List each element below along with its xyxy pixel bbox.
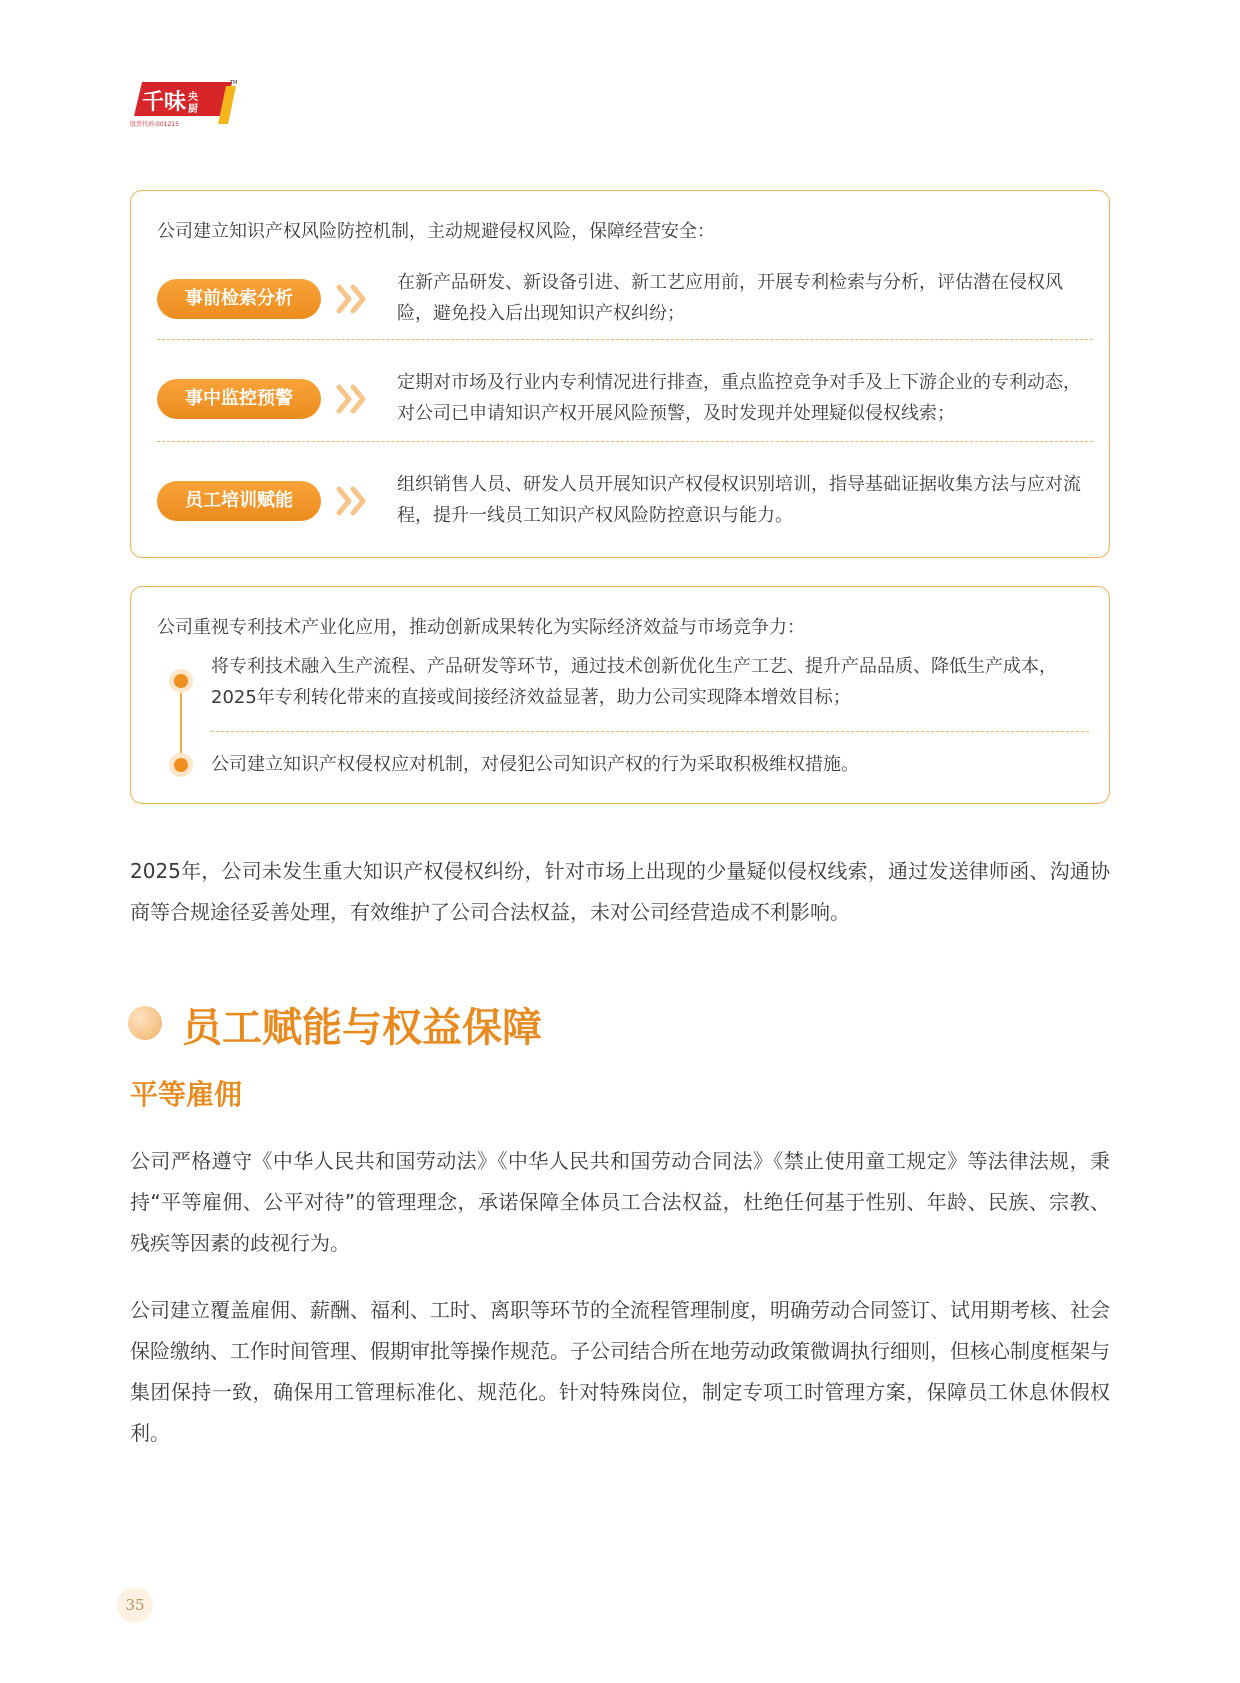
company-logo: [128, 78, 240, 132]
timeline-dot-icon: [169, 669, 193, 693]
double-chevron-icon: [335, 486, 371, 516]
risk-label-pill: 事前检索分析: [157, 279, 321, 319]
item-divider: [211, 731, 1089, 732]
patent-intro: 公司重视专利技术产业化应用，推动创新成果转化为实际经济效益与市场竞争力：: [157, 617, 805, 638]
body-paragraph: 公司建立覆盖雇佣、薪酬、福利、工时、离职等环节的全流程管理制度，明确劳动合同签订、试用期考核、社会保险缴纳、工作时间管理、假期审批等操作规范。子公司结合所在地劳动政策微调执行细则，但核心制度框架与集团保持一致，确保用工管理标准化、规范化。针对特殊岗位，制定专项工时管理方案，保障员工休息休假权利。: [130, 1298, 1110, 1445]
section-title: 员工赋能与权益保障: [182, 1005, 542, 1051]
svg-text:央: 央: [188, 92, 198, 103]
double-chevron-icon: [335, 284, 371, 314]
patent-application-box: [130, 586, 1110, 804]
row-divider: [157, 441, 1093, 442]
section-subtitle: 平等雇佣: [130, 1078, 243, 1111]
patent-item-text: 公司建立知识产权侵权应对机制，对侵犯公司知识产权的行为采取积极维权措施。: [211, 754, 859, 775]
risk-row-text: 组织销售人员、研发人员开展知识产权侵权识别培训，指导基础证据收集方法与应对流程，提升一线员工知识产权风险防控意识与能力。: [397, 474, 1081, 526]
risk-label-pill: 员工培训赋能: [157, 481, 321, 521]
ip-risk-intro: 公司建立知识产权风险防控机制，主动规避侵权风险，保障经营安全：: [157, 221, 715, 242]
patent-item-text: 将专利技术融入生产流程、产品研发等环节，通过技术创新优化生产工艺、提升产品品质、降低生产成本，2025年专利转化带来的直接或间接经济效益显著，助力公司实现降本增效目标；: [211, 656, 1057, 708]
page-number: 35: [125, 1596, 145, 1614]
risk-row-training: [157, 465, 1093, 535]
risk-row-pre: [157, 263, 1093, 333]
body-paragraph: 公司严格遵守《中华人民共和国劳动法》《中华人民共和国劳动合同法》《禁止使用童工规定》等法律法规，秉持“平等雇佣、公平对待”的管理理念，承诺保障全体员工合法权益，杜绝任何基于性别、年龄、民族、宗教、残疾等因素的歧视行为。: [130, 1149, 1110, 1255]
svg-text:TM: TM: [230, 80, 238, 86]
ip-summary-paragraph: 2025年，公司未发生重大知识产权侵权纠纷，针对市场上出现的少量疑似侵权线索，通过发送律师函、沟通协商等合规途径妥善处理，有效维护了公司合法权益，未对公司经营造成不利影响。: [130, 859, 1110, 924]
risk-row-mid: [157, 363, 1093, 433]
svg-text:股票代码:001215: 股票代码:001215: [130, 121, 179, 128]
ip-risk-box: [130, 190, 1110, 558]
timeline-dot-icon: [169, 753, 193, 777]
risk-row-text: 在新产品研发、新设备引进、新工艺应用前，开展专利检索与分析，评估潜在侵权风险，避免投入后出现知识产权纠纷；: [397, 272, 1063, 324]
svg-text:厨: 厨: [188, 104, 198, 115]
double-chevron-icon: [335, 384, 371, 414]
risk-label-pill: 事中监控预警: [157, 379, 321, 419]
svg-text:千味: 千味: [142, 90, 187, 115]
risk-row-text: 定期对市场及行业内专利情况进行排查，重点监控竞争对手及上下游企业的专利动态，对公司已申请知识产权开展风险预警，及时发现并处理疑似侵权线索；: [397, 372, 1081, 424]
section-dot-icon: [128, 1006, 162, 1040]
row-divider: [157, 339, 1093, 340]
